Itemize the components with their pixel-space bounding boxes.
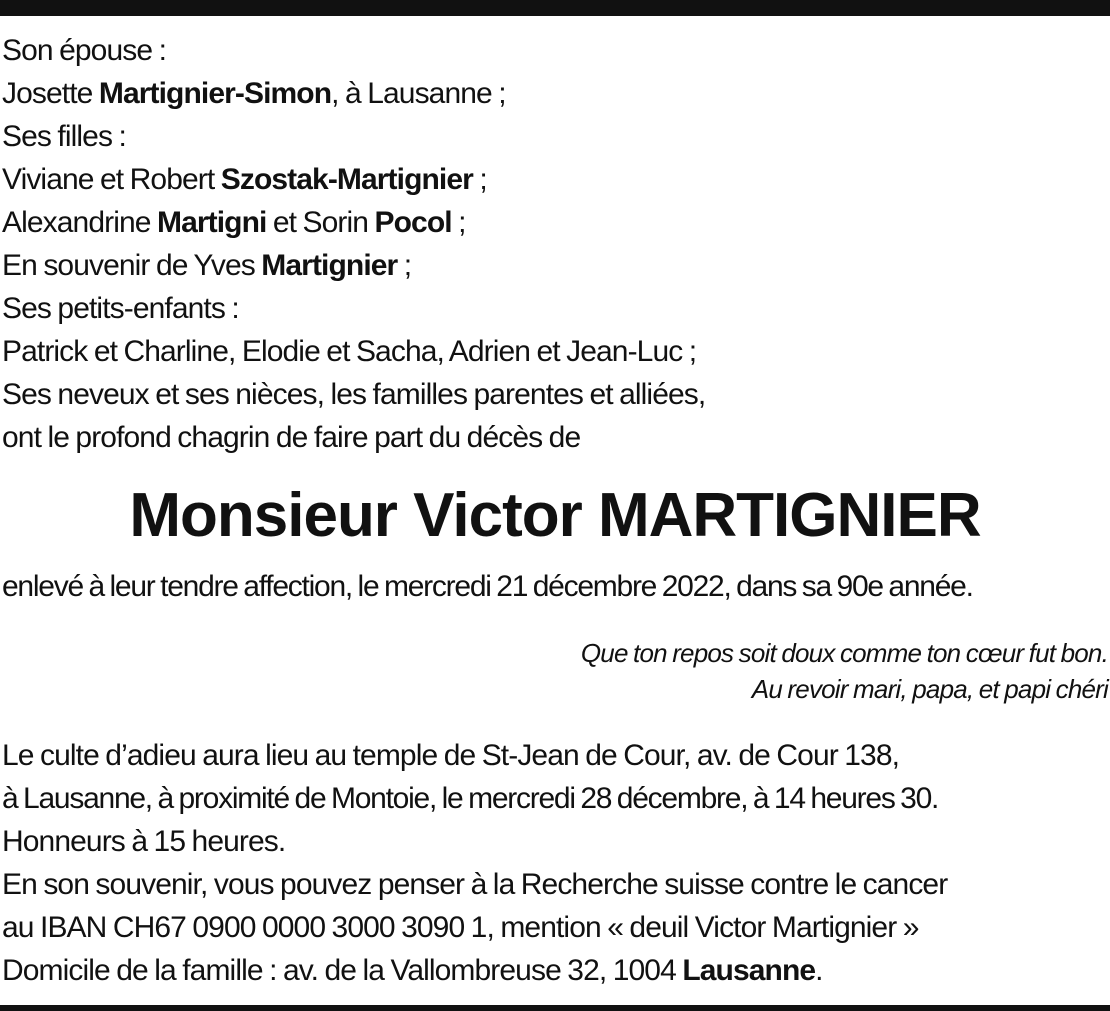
daughter-line: Alexandrine Martigni et Sorin Pocol ;	[2, 206, 466, 239]
memory-line: En souvenir de Yves Martignier ;	[2, 249, 412, 282]
family-list	[2, 29, 1108, 459]
deceased-name: Monsieur Victor MARTIGNIER	[129, 481, 981, 550]
surname: Martigni	[156, 206, 267, 239]
quote-line: Au revoir mari, papa, et papi chéri	[751, 674, 1108, 704]
donation-line: En son souvenir, vous pouvez penser à la Recherche suisse contre le cancer	[2, 868, 948, 901]
service-location: Le culte d’adieu aura lieu au temple de St-Jean de Cour, av. de Cour 138,	[2, 739, 900, 772]
service-details	[2, 734, 1108, 992]
iban-line: au IBAN CH67 0900 0000 3000 3090 1, mention « deuil Victor Martignier »	[2, 911, 919, 944]
city: Lausanne	[682, 954, 816, 987]
spouse-heading: Son épouse :	[2, 34, 167, 67]
relatives-line: Ses neveux et ses nièces, les familles parentes et alliées,	[2, 378, 706, 411]
service-time: à Lausanne, à proximité de Montoie, le mercredi 28 décembre, à 14 heures 30.	[2, 782, 939, 815]
surname: Martignier	[261, 249, 398, 282]
quote-line: Que ton repos soit doux comme ton cœur fut bon.	[580, 638, 1108, 668]
daughters-heading: Ses filles :	[2, 120, 126, 153]
grandchildren-line: Patrick et Charline, Elodie et Sacha, Adrien et Jean-Luc ;	[2, 335, 697, 368]
grandchildren-heading: Ses petits-enfants :	[2, 292, 239, 325]
farewell-quote	[308, 635, 1108, 707]
daughter-line: Viviane et Robert Szostak-Martignier ;	[2, 163, 487, 196]
surname: Pocol	[374, 206, 452, 239]
spouse-line: Josette Martignier-Simon, à Lausanne ;	[2, 77, 506, 110]
honours-line: Honneurs à 15 heures.	[2, 825, 286, 858]
surname: Martignier-Simon	[98, 77, 332, 110]
bottom-rule	[0, 1005, 1110, 1011]
family-address: Domicile de la famille : av. de la Vallombreuse 32, 1004 Lausanne.	[2, 954, 823, 987]
top-rule	[0, 0, 1110, 16]
surname: Szostak-Martignier	[220, 163, 473, 196]
death-announcement: enlevé à leur tendre affection, le mercredi 21 décembre 2022, dans sa 90e année.	[2, 570, 973, 603]
announcement-intro: ont le profond chagrin de faire part du décès de	[2, 421, 581, 454]
